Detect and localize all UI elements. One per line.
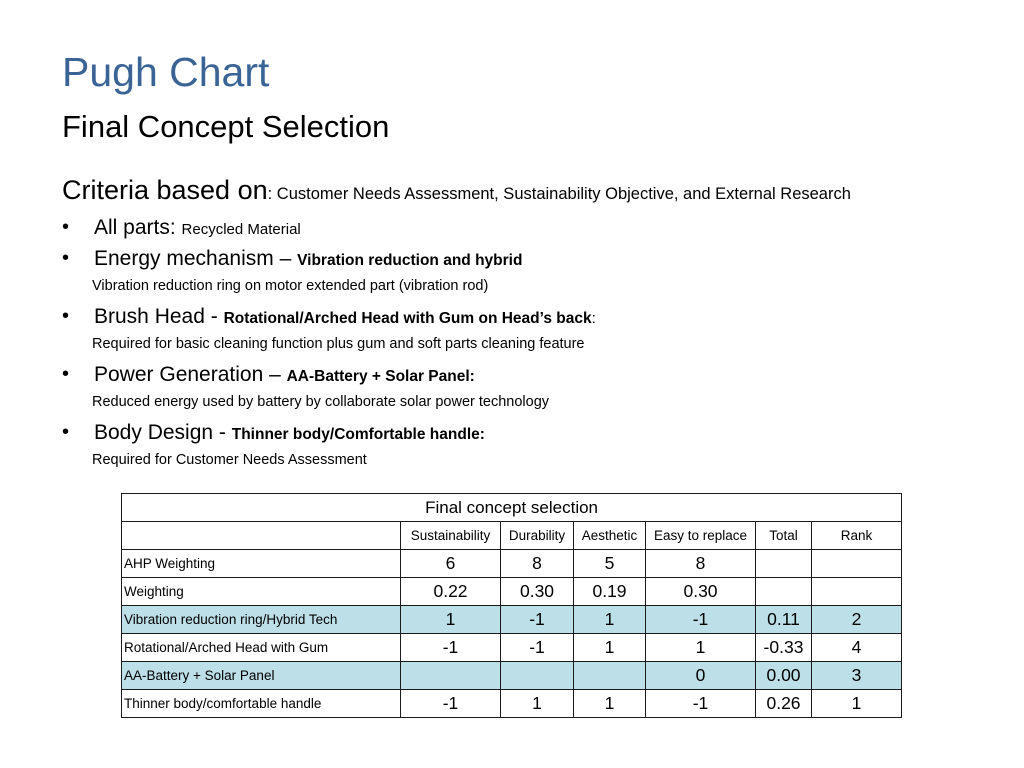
bullet-energy-mechanism [62, 243, 1002, 274]
slide-title: Pugh Chart [62, 49, 270, 95]
bullet-note: Required for Customer Needs Assessment [92, 452, 367, 468]
bullet-detail: Vibration reduction and hybrid [297, 252, 523, 269]
bullet-dot: • [62, 363, 70, 385]
table-cell: 1 [646, 634, 756, 662]
table-cell: -1 [401, 690, 501, 718]
table-cell [756, 578, 812, 606]
table-cell: 0.11 [756, 606, 812, 634]
header-cell: Durability [501, 522, 574, 550]
table-header-row [122, 522, 902, 550]
header-cell: Aesthetic [574, 522, 646, 550]
table-cell [756, 550, 812, 578]
table-cell [812, 550, 902, 578]
table-cell: 1 [574, 606, 646, 634]
bullet-list [62, 212, 1002, 475]
table-row [122, 662, 902, 690]
table-cell: 0.19 [574, 578, 646, 606]
bullet-body-design [62, 417, 1002, 448]
header-cell: Total [756, 522, 812, 550]
table-cell: 1 [812, 690, 902, 718]
table-cell: 1 [574, 634, 646, 662]
bullet-note: Reduced energy used by battery by collaborate solar power technology [92, 394, 550, 410]
table-cell: -1 [646, 606, 756, 634]
table-cell: 1 [401, 606, 501, 634]
table-cell: 0.26 [756, 690, 812, 718]
header-cell: Rank [812, 522, 902, 550]
table-cell: -1 [501, 634, 574, 662]
table-cell: 1 [574, 690, 646, 718]
table-row [122, 606, 902, 634]
table-cell: 2 [812, 606, 902, 634]
bullet-label: Energy mechanism – [94, 247, 298, 270]
table-row [122, 550, 902, 578]
bullet-dot: • [62, 247, 70, 269]
bullet-label: Power Generation – [94, 363, 287, 386]
bullet-note: Vibration reduction ring on motor extended part (vibration rod) [92, 278, 489, 294]
bullet-label: Brush Head - [94, 305, 224, 328]
table-cell: 3 [812, 662, 902, 690]
bullet-label: All parts: [94, 216, 182, 239]
header-cell: Easy to replace [646, 522, 756, 550]
row-label: Rotational/Arched Head with Gum [122, 634, 401, 662]
table-cell: 0.30 [646, 578, 756, 606]
pugh-table [121, 493, 902, 718]
table-cell [812, 578, 902, 606]
table-cell: 0.30 [501, 578, 574, 606]
header-cell: Sustainability [401, 522, 501, 550]
bullet-detail: AA-Battery + Solar Panel: [286, 368, 475, 385]
bullet-dot: • [62, 305, 70, 327]
slide-subtitle: Final Concept Selection [62, 109, 390, 144]
table-cell: -1 [501, 606, 574, 634]
header-cell [122, 522, 401, 550]
criteria-colon: : [267, 185, 273, 203]
bullet-power-generation [62, 359, 1002, 390]
table-cell: -0.33 [756, 634, 812, 662]
row-label: Vibration reduction ring/Hybrid Tech [122, 606, 401, 634]
table-cell: 0.22 [401, 578, 501, 606]
table-cell: 8 [646, 550, 756, 578]
bullet-brush-head [62, 301, 1002, 332]
table-row [122, 578, 902, 606]
bullet-suffix: : [591, 310, 596, 327]
table-cell: 4 [812, 634, 902, 662]
table-cell: 8 [501, 550, 574, 578]
criteria-line [62, 172, 851, 213]
table-caption-row [122, 494, 902, 522]
bullet-dot: • [62, 216, 70, 238]
bullet-detail: Rotational/Arched Head with Gum on Head’s back [223, 310, 592, 327]
bullet-detail: Thinner body/Comfortable handle: [231, 426, 485, 443]
table-cell: 0 [646, 662, 756, 690]
criteria-detail: Customer Needs Assessment, Sustainability Objective, and External Research [272, 185, 851, 203]
table-cell: 1 [501, 690, 574, 718]
table-cell: 5 [574, 550, 646, 578]
bullet-note: Required for basic cleaning function plus gum and soft parts cleaning feature [92, 336, 585, 352]
row-label: AA-Battery + Solar Panel [122, 662, 401, 690]
table-cell: -1 [401, 634, 501, 662]
row-label: AHP Weighting [122, 550, 401, 578]
row-label: Weighting [122, 578, 401, 606]
table-cell: 0.00 [756, 662, 812, 690]
table-cell [501, 662, 574, 690]
bullet-detail: Recycled Material [181, 221, 301, 238]
bullet-label: Body Design - [94, 421, 232, 444]
table-cell [401, 662, 501, 690]
row-label: Thinner body/comfortable handle [122, 690, 401, 718]
table-cell: -1 [646, 690, 756, 718]
bullet-all-parts [62, 212, 1002, 243]
criteria-label: Criteria based on [62, 175, 268, 205]
table-caption: Final concept selection [122, 494, 902, 522]
bullet-dot: • [62, 421, 70, 443]
table-row [122, 690, 902, 718]
table-cell [574, 662, 646, 690]
table-row [122, 634, 902, 662]
table-cell: 6 [401, 550, 501, 578]
